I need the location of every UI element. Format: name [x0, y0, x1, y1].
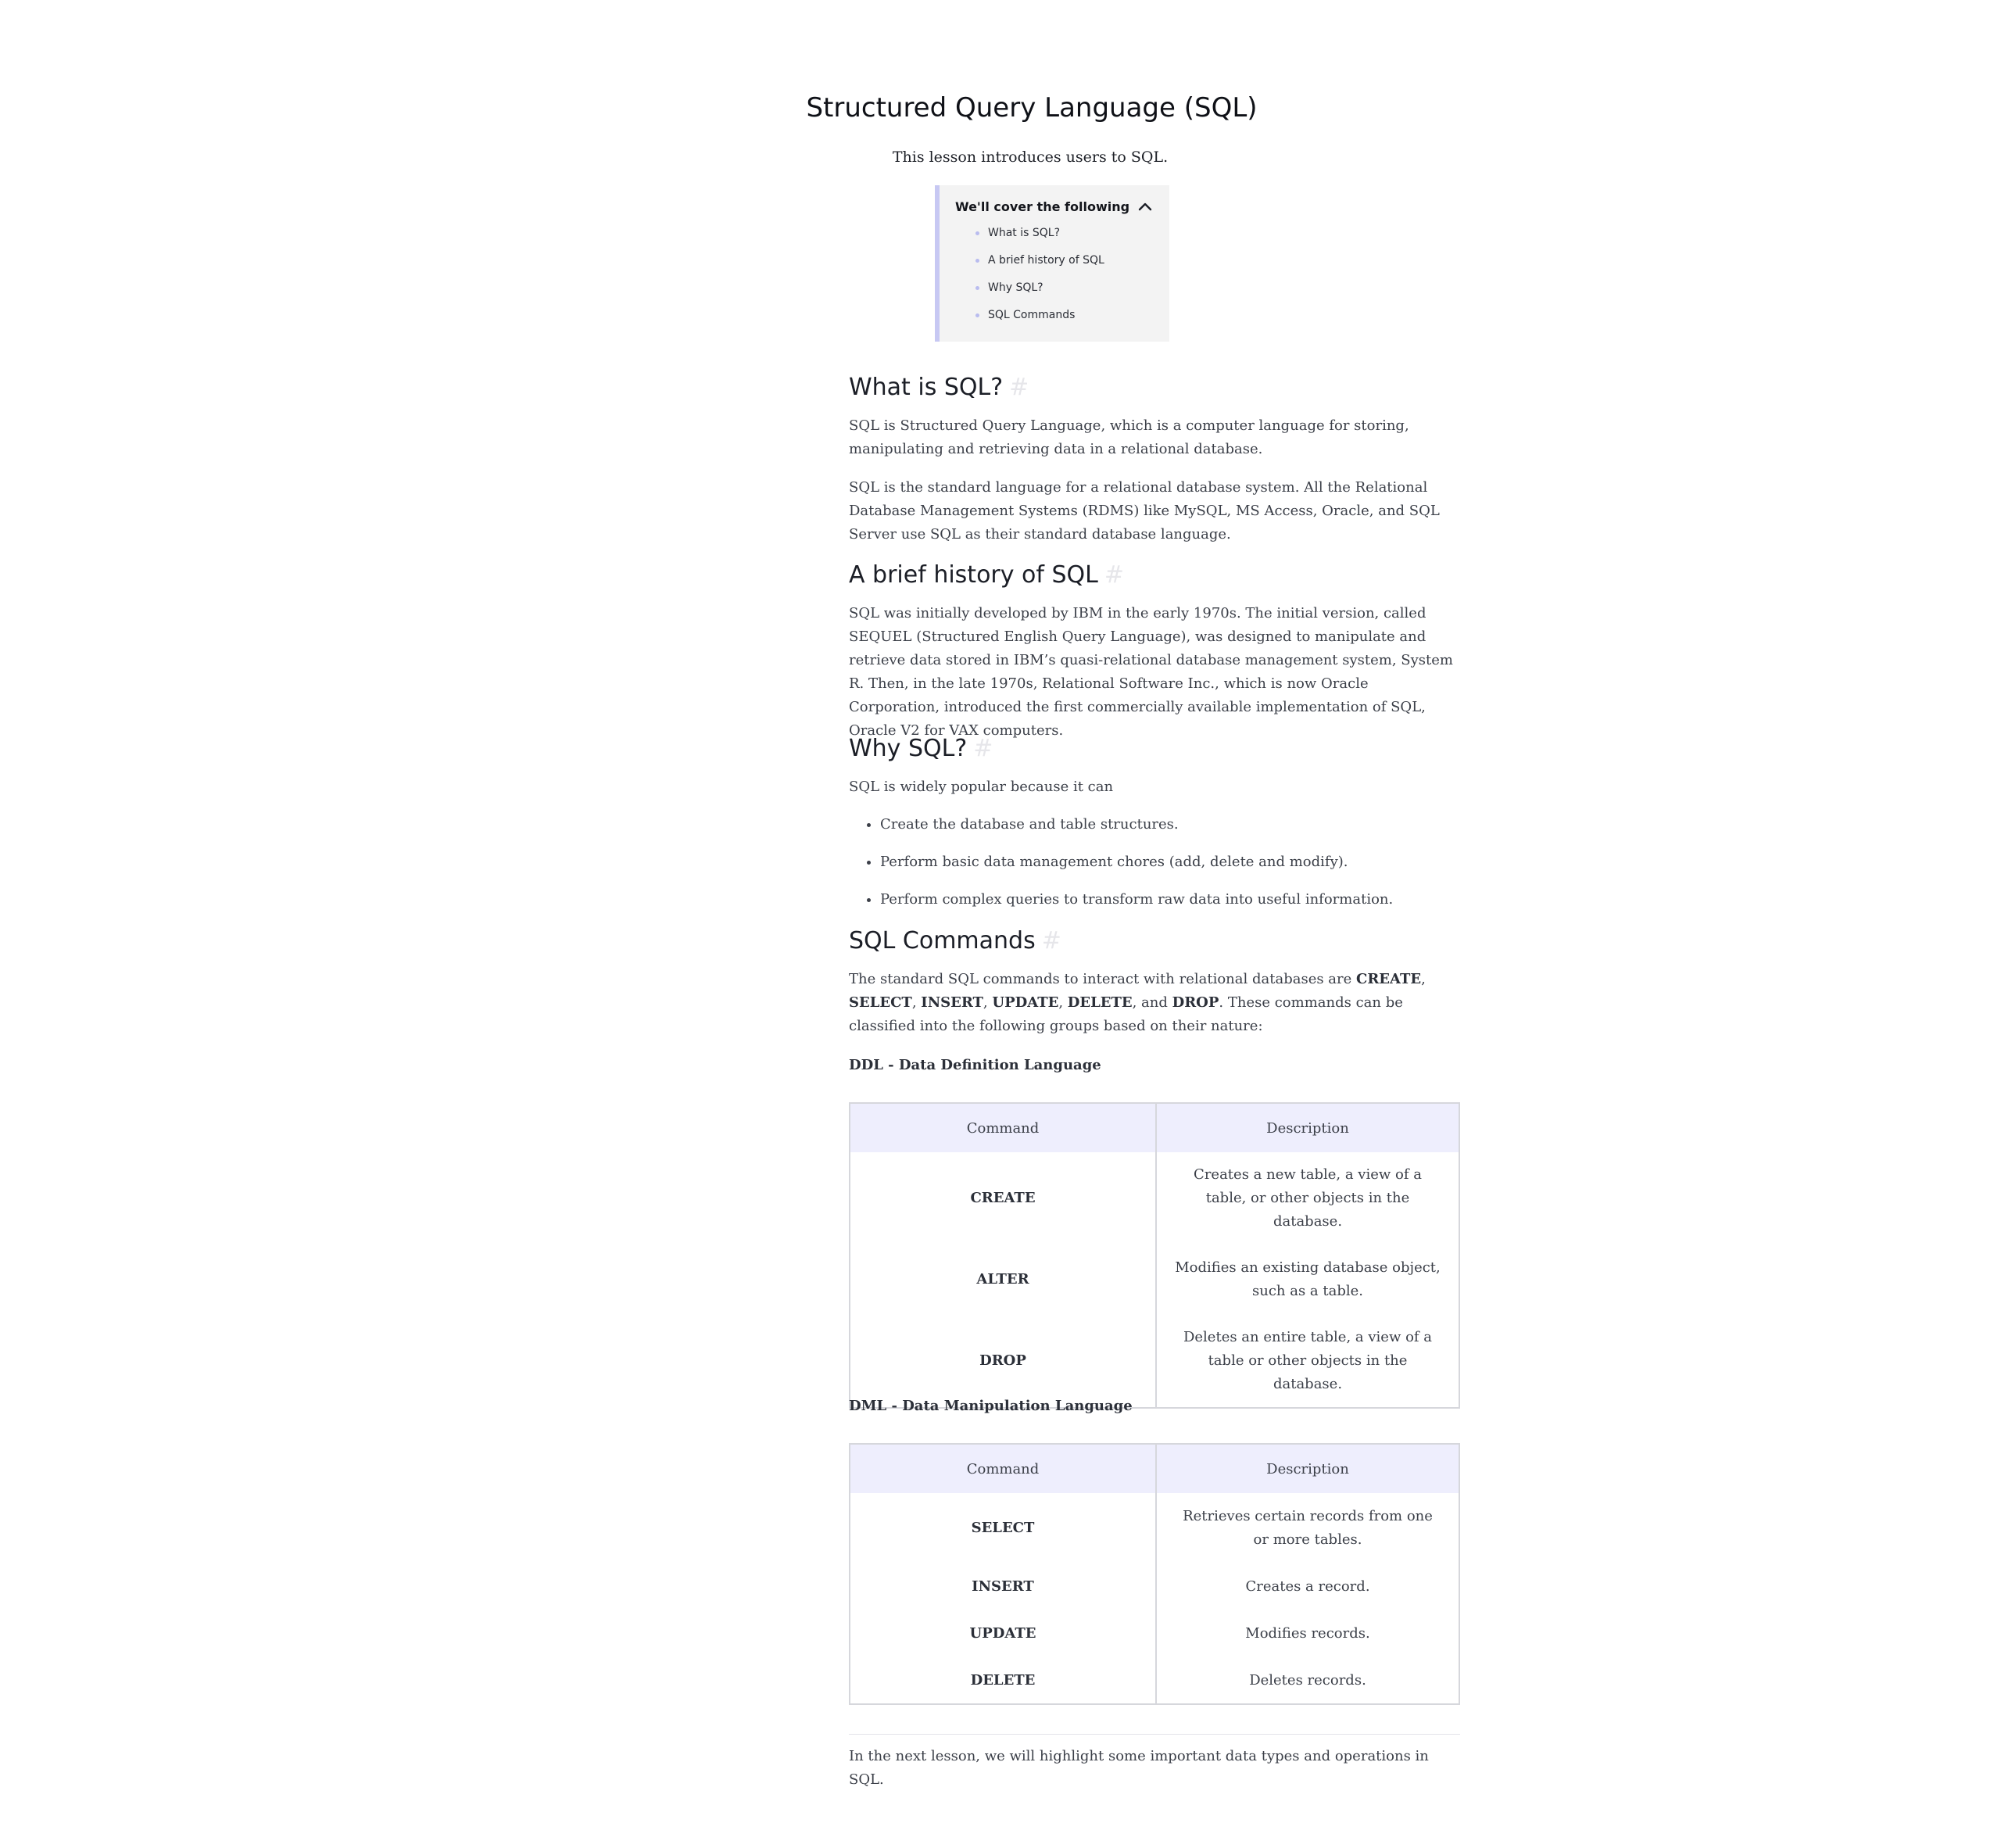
- column-header: Command: [850, 1103, 1156, 1152]
- toc-heading[interactable]: We'll cover the following: [955, 199, 1130, 214]
- description-cell: Creates a new table, a view of a table, or other objects in the database.: [1194, 1166, 1422, 1230]
- table-row: [850, 1610, 1459, 1657]
- command-cell: UPDATE: [850, 1610, 1156, 1657]
- table-row: [850, 1563, 1459, 1610]
- heading-anchor-link[interactable]: #: [1009, 374, 1029, 401]
- toc-item-why-sql[interactable]: Why SQL?: [988, 281, 1104, 308]
- command-cell: INSERT: [850, 1563, 1156, 1610]
- list-item: • Create the database and table structures.: [880, 813, 1459, 836]
- divider: [849, 1734, 1460, 1735]
- paragraph: SQL was initially developed by IBM in the early 1970s. The initial version, called SEQUEL (Structured English Query Language), was designed to manipulate and retrieve data stored in IBM’s quasi-relational database management system, System R. Then, in the late 1970s, Relational Software Inc., which is now Oracle Corporation, introduced the first commercially available implementation of SQL, Oracle V2 for VAX computers.: [849, 605, 1453, 739]
- dml-label: DML - Data Manipulation Language: [849, 1398, 1133, 1414]
- column-header: Description: [1156, 1444, 1459, 1493]
- description-cell: Retrieves certain records from one or more tables.: [1183, 1508, 1433, 1548]
- paragraph: SQL is the standard language for a relational database system. All the Relational Database Management Systems (RDMS) like MySQL, MS Access, Oracle, and SQL Server use SQL as their standard database language.: [849, 479, 1440, 543]
- chevron-up-icon[interactable]: [1138, 201, 1152, 212]
- ddl-label: DDL - Data Definition Language: [849, 1057, 1101, 1073]
- description-cell: Modifies records.: [1245, 1625, 1370, 1642]
- command-cell: SELECT: [850, 1493, 1156, 1563]
- page-subtitle: This lesson introduces users to SQL.: [892, 149, 1169, 166]
- description-cell: Deletes records.: [1249, 1671, 1366, 1689]
- section-heading-history: [849, 561, 1124, 589]
- heading-anchor-link[interactable]: #: [1104, 561, 1125, 589]
- paragraph: The standard SQL commands to interact with relational databases are CREATE, SELECT, INSERT, UPDATE, DELETE, and DROP. These commands can be classified into the following groups based on their nature:: [849, 971, 1426, 1034]
- toc-item-what-is-sql[interactable]: What is SQL?: [988, 226, 1104, 253]
- heading-anchor-link[interactable]: #: [973, 735, 993, 762]
- heading-text: SQL Commands: [849, 927, 1036, 954]
- heading-text: A brief history of SQL: [849, 561, 1098, 589]
- section-heading-sql-commands: [849, 927, 1061, 954]
- list-item: • Perform complex queries to transform raw data into useful information.: [880, 888, 1459, 911]
- paragraph: SQL is widely popular because it can: [849, 779, 1114, 795]
- table-row: [850, 1657, 1459, 1704]
- command-cell: DROP: [850, 1315, 1156, 1408]
- section-heading-why-sql: [849, 735, 993, 762]
- table-header-row: [850, 1103, 1459, 1152]
- description-cell: Deletes an entire table, a view of a table or other objects in the database.: [1183, 1329, 1433, 1392]
- list-item: • Perform basic data management chores (add, delete and modify).: [880, 851, 1459, 874]
- section-heading-what-is-sql: [849, 374, 1029, 401]
- table-row: [850, 1152, 1459, 1245]
- table-header-row: [850, 1444, 1459, 1493]
- command-cell: ALTER: [850, 1245, 1156, 1315]
- ddl-table: [849, 1102, 1460, 1409]
- paragraph: SQL is Structured Query Language, which is a computer language for storing, manipulating and retrieving data in a relational database.: [849, 417, 1409, 457]
- table-row: [850, 1493, 1459, 1563]
- command-cell: DELETE: [850, 1657, 1156, 1704]
- heading-text: Why SQL?: [849, 735, 968, 762]
- column-header: Description: [1156, 1103, 1459, 1152]
- description-cell: Modifies an existing database object, such as a table.: [1175, 1259, 1441, 1299]
- next-lesson-note: In the next lesson, we will highlight some important data types and operations in SQL.: [849, 1748, 1429, 1788]
- command-cell: CREATE: [850, 1152, 1156, 1245]
- heading-anchor-link[interactable]: #: [1041, 927, 1061, 954]
- description-cell: Creates a record.: [1245, 1578, 1370, 1595]
- heading-text: What is SQL?: [849, 374, 1004, 401]
- table-of-contents: [935, 185, 1169, 342]
- page-title: Structured Query Language (SQL): [806, 92, 1258, 124]
- toc-item-history[interactable]: A brief history of SQL: [988, 253, 1104, 281]
- toc-item-sql-commands[interactable]: SQL Commands: [988, 308, 1104, 335]
- dml-table: [849, 1443, 1460, 1705]
- bullet-list: [849, 813, 1459, 926]
- column-header: Command: [850, 1444, 1156, 1493]
- table-row: [850, 1245, 1459, 1315]
